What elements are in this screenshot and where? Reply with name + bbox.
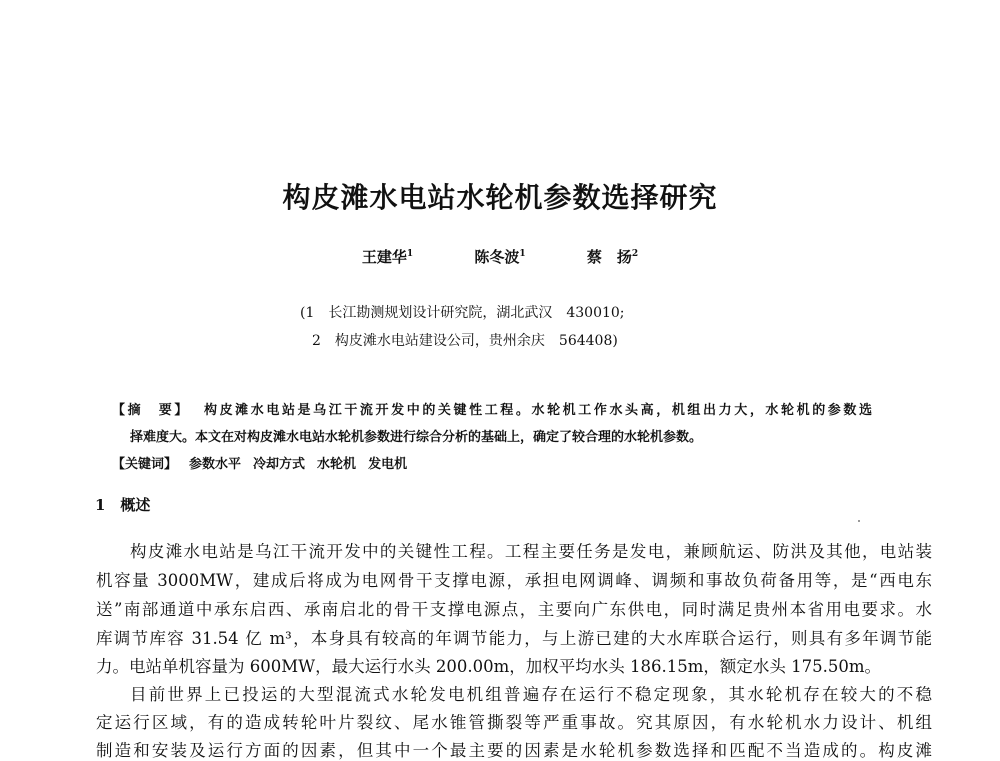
body-line: 制造和安装及运行方面的因素，但其中一个最主要的因素是水轮机参数选择和匹配不当造成的。构皮滩 — [96, 741, 932, 760]
scan-speck — [858, 520, 860, 522]
body-line: 力。电站单机容量为 600MW，最大运行水头 200.00m，加权平均水头 186.15m，额定水头 175.50m。 — [96, 657, 881, 676]
section-heading: 1 概述 — [95, 496, 151, 514]
body-line: 定运行区域，有的造成转轮叶片裂纹、尾水锥管撕裂等严重事故。究其原因，有水轮机水力设计、机组 — [96, 713, 932, 732]
abstract-line: 择难度大。本文在对构皮滩水电站水轮机参数进行综合分析的基础上，确定了较合理的水轮机参数。 — [130, 430, 703, 445]
body-line: 库调节库容 31.54 亿 m³，本身具有较高的年调节能力，与上游已建的大水库联合运行，则具有多年调节能 — [96, 629, 932, 648]
affiliation: (1 长江勘测规划设计研究院，湖北武汉 430010; — [300, 305, 625, 321]
paper-title: 构皮滩水电站水轮机参数选择研究 — [282, 181, 718, 214]
keywords: 【关键词】 参数水平 冷却方式 水轮机 发电机 — [112, 457, 408, 472]
body-line: 送”南部通道中承东启西、承南启北的骨干支撑电源点，主要向广东供电，同时满足贵州本省用电要求。水 — [96, 600, 932, 619]
abstract-line: 【摘 要】 构皮滩水电站是乌江干流开发中的关键性工程。水轮机工作水头高，机组出力大，水轮机的参数选 — [112, 403, 872, 418]
author: 陈冬波$^1$ — [474, 248, 526, 266]
author: 蔡 扬$^2$ — [586, 248, 639, 266]
body-line: 目前世界上已投运的大型混流式水轮发电机组普遍存在运行不稳定现象，其水轮机存在较大的不稳 — [130, 685, 932, 704]
author-list — [0, 246, 1000, 267]
body-line: 机容量 3000MW，建成后将成为电网骨干支撑电源，承担电网调峰、调频和事故负荷备用等，是“西电东 — [96, 571, 932, 590]
author: 王建华$^1$ — [361, 248, 414, 266]
body-line: 构皮滩水电站是乌江干流开发中的关键性工程。工程主要任务是发电，兼顾航运、防洪及其他，电站装 — [130, 542, 932, 561]
affiliation: 2 构皮滩水电站建设公司，贵州余庆 564408) — [312, 333, 618, 349]
